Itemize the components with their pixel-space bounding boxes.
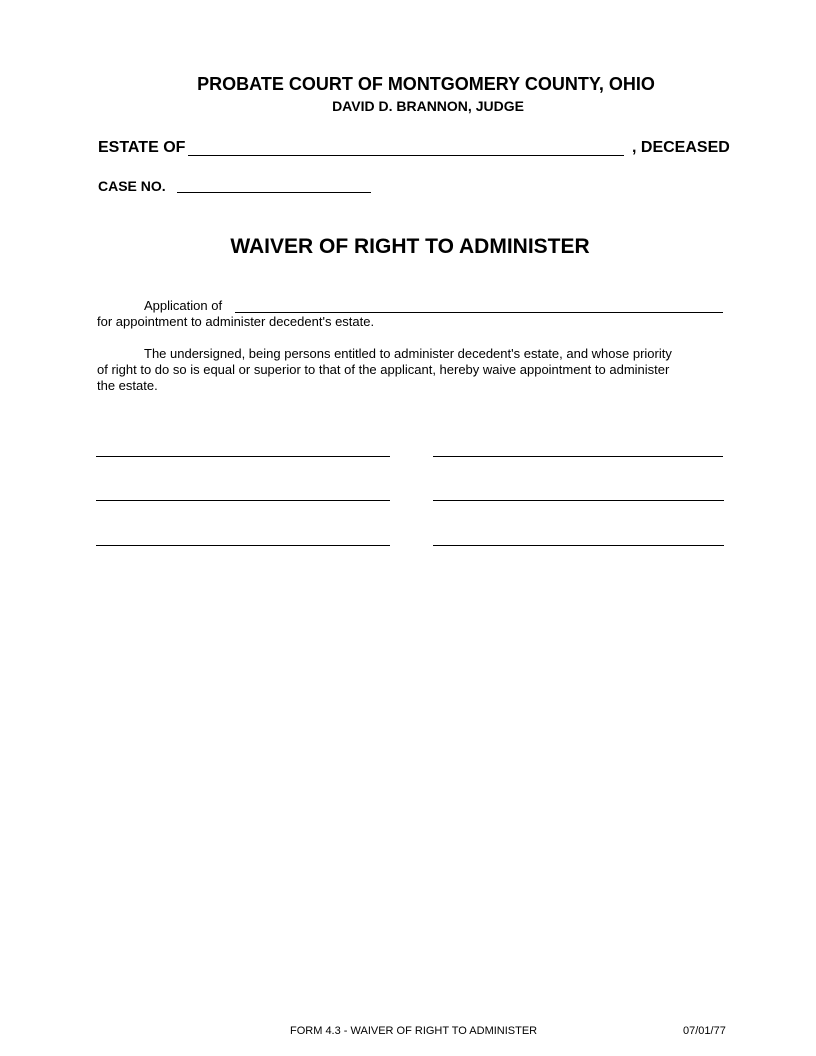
form-title: WAIVER OF RIGHT TO ADMINISTER (230, 235, 590, 258)
application-lead: Application of (144, 298, 223, 313)
signature-line-right-3[interactable] (433, 545, 724, 546)
waiver-line: the estate. (97, 378, 158, 393)
signature-line-left-1[interactable] (96, 456, 390, 457)
waiver-line: The undersigned, being persons entitled to administer decedent's estate, and whose priority (144, 346, 672, 361)
estate-label: ESTATE OF (98, 139, 186, 156)
deceased-label: , DECEASED (632, 139, 730, 156)
waiver-paragraph (97, 346, 672, 394)
judge-name: DAVID D. BRANNON, JUDGE (332, 98, 524, 114)
estate-name-field[interactable] (188, 155, 624, 156)
case-number-field[interactable] (177, 192, 371, 193)
waiver-line: of right to do so is equal or superior to that of the applicant, hereby waive appointment to administer (97, 362, 670, 377)
signature-line-right-1[interactable] (433, 456, 723, 457)
application-continuation: for appointment to administer decedent's estate. (97, 314, 375, 329)
footer-date: 07/01/77 (683, 1025, 726, 1037)
applicant-name-field[interactable] (235, 312, 723, 313)
signature-line-left-2[interactable] (96, 500, 390, 501)
footer-form-name: FORM 4.3 - WAIVER OF RIGHT TO ADMINISTER (290, 1025, 538, 1037)
signature-line-left-3[interactable] (96, 545, 390, 546)
case-number-label: CASE NO. (98, 178, 166, 194)
signature-line-right-2[interactable] (433, 500, 724, 501)
court-name: PROBATE COURT OF MONTGOMERY COUNTY, OHIO (197, 74, 655, 94)
